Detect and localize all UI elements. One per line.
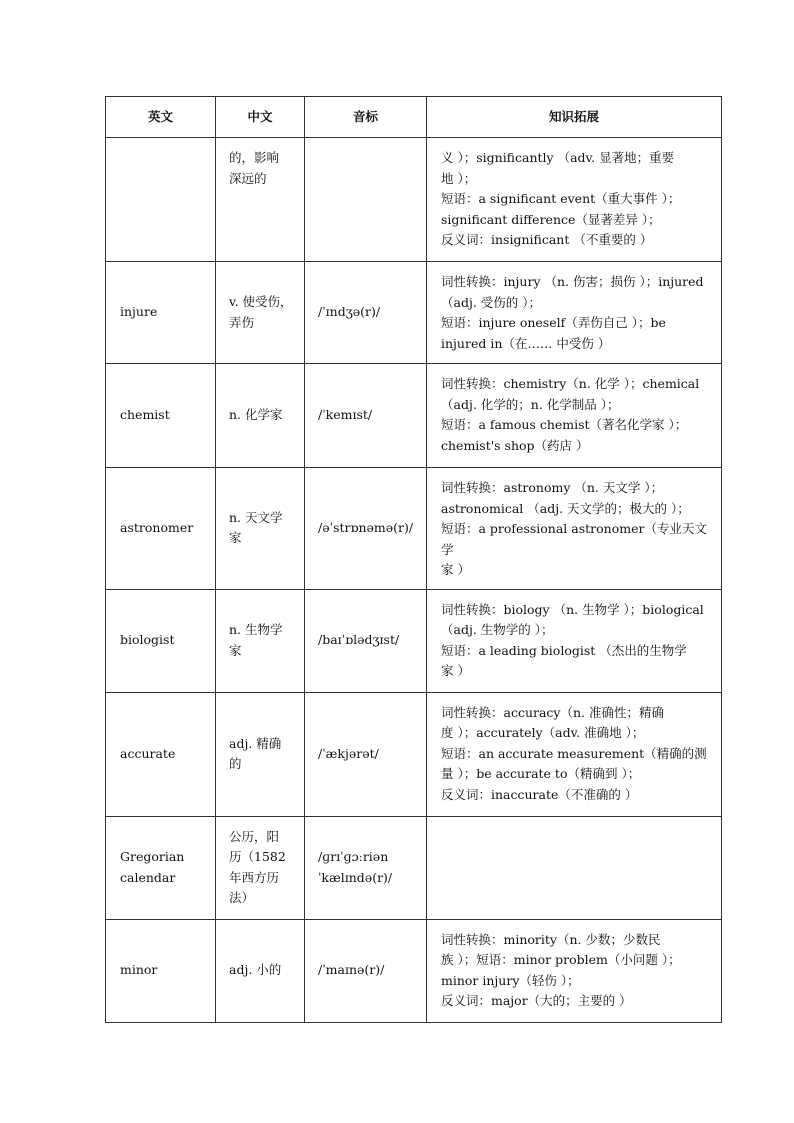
extension-line: 短语：injure oneself（弄伤自己 ）；be [441, 315, 666, 330]
extension-line: 地 ）； [441, 170, 477, 186]
table-header-row [106, 97, 722, 138]
extension-line: 短语：an accurate measurement（精确的测 [441, 745, 707, 761]
extension-line: （adj. 受伤的 ）； [441, 294, 542, 310]
extension-line: 反义词：inaccurate（不准确的 ） [441, 786, 638, 802]
cell-english: minor [106, 919, 216, 1022]
cell-chinese: v. 使受伤， 弄伤 [216, 262, 305, 364]
cell-english: chemist [106, 364, 216, 468]
cell-english [106, 138, 216, 262]
table-row [106, 692, 722, 816]
header-chinese: 中文 [216, 97, 305, 138]
extension-line: 族 ）；短语：minor problem（小问题 ）； [441, 952, 681, 967]
cell-english: accurate [106, 692, 216, 816]
cell-phonetic: /ˈækjərət/ [305, 692, 427, 816]
vocabulary-table-page [105, 96, 721, 1023]
cell-phonetic [305, 138, 427, 262]
cell-english: biologist [106, 589, 216, 692]
header-english: 英文 [106, 97, 216, 138]
extension-line: 反义词：major（大的；主要的 ） [441, 993, 632, 1008]
cell-chinese: adj. 精确 的 [216, 692, 305, 816]
cell-phonetic: /ˈkemɪst/ [305, 364, 427, 468]
extension-line: 短语：a significant event（重大事件 ）； [441, 191, 681, 206]
extension-line: minor injury（轻伤 ）； [441, 972, 580, 988]
cell-phonetic: /ɡrɪˈɡɔːriən ˈkælɪndə(r)/ [305, 816, 427, 919]
extension-line: 词性转换：biology （n. 生物学 ）；biological [441, 601, 704, 617]
cell-chinese: 公历，阳 历（1582 年西方历 法） [216, 816, 305, 919]
cell-phonetic: /ˈɪndʒə(r)/ [305, 262, 427, 364]
cell-knowledge-extension [427, 919, 722, 1022]
table-row [106, 262, 722, 364]
table-row [106, 138, 722, 262]
cell-knowledge-extension [427, 468, 722, 590]
header-knowledge-extension: 知识拓展 [427, 97, 722, 138]
table-row [106, 919, 722, 1022]
cell-english: astronomer [106, 468, 216, 590]
extension-line: 词性转换：injury （n. 伤害；损伤 ）；injured [441, 274, 704, 289]
cell-phonetic: /əˈstrɒnəmə(r)/ [305, 468, 427, 590]
cell-knowledge-extension [427, 816, 722, 919]
extension-line: 词性转换：chemistry（n. 化学 ）；chemical [441, 376, 700, 391]
extension-line: injured in（在…… 中受伤 ） [441, 335, 611, 351]
cell-chinese: n. 生物学 家 [216, 589, 305, 692]
cell-knowledge-extension [427, 692, 722, 816]
extension-line: astronomical （adj. 天文学的；极大的 ）； [441, 500, 690, 516]
header-phonetic: 音标 [305, 97, 427, 138]
table-row [106, 589, 722, 692]
extension-line: 义 ）；significantly （adv. 显著地；重要 [441, 150, 675, 165]
extension-line: 短语：a professional astronomer（专业天文学 [441, 521, 707, 557]
extension-line: 家 ） [441, 663, 470, 678]
cell-english: Gregorian calendar [106, 816, 216, 919]
extension-line: significant difference（显著差异 ）； [441, 211, 661, 227]
cell-english: injure [106, 262, 216, 364]
extension-line: chemist's shop（药店 ） [441, 437, 589, 453]
extension-line: 词性转换：accuracy（n. 准确性；精确 [441, 704, 664, 720]
extension-line: 短语：a famous chemist（著名化学家 ）； [441, 417, 688, 432]
table-row [106, 816, 722, 919]
extension-line: 量 ）；be accurate to（精确到 ）； [441, 766, 641, 781]
extension-line: 词性转换：minority（n. 少数；少数民 [441, 931, 661, 947]
extension-line: 词性转换：astronomy （n. 天文学 ）； [441, 480, 664, 495]
extension-line: 家 ） [441, 562, 470, 577]
cell-knowledge-extension [427, 589, 722, 692]
table-row [106, 468, 722, 590]
extension-line: 短语：a leading biologist （杰出的生物学 [441, 642, 687, 658]
extension-line: （adj. 化学的；n. 化学制品 ）； [441, 396, 620, 412]
vocabulary-table [105, 96, 722, 1023]
extension-line: 度 ）；accurately（adv. 准确地 ）； [441, 725, 645, 740]
table-body [106, 138, 722, 1023]
cell-chinese: 的，影响 深远的 [216, 138, 305, 262]
extension-line: （adj. 生物学的 ）； [441, 622, 554, 637]
cell-knowledge-extension [427, 138, 722, 262]
cell-knowledge-extension [427, 262, 722, 364]
cell-phonetic: /baɪˈɒlədʒɪst/ [305, 589, 427, 692]
cell-chinese: n. 天文学 家 [216, 468, 305, 590]
cell-knowledge-extension [427, 364, 722, 468]
table-row [106, 364, 722, 468]
extension-line: 反义词：insignificant （不重要的 ） [441, 232, 653, 247]
cell-phonetic: /ˈmaɪnə(r)/ [305, 919, 427, 1022]
cell-chinese: adj. 小的 [216, 919, 305, 1022]
cell-chinese: n. 化学家 [216, 364, 305, 468]
